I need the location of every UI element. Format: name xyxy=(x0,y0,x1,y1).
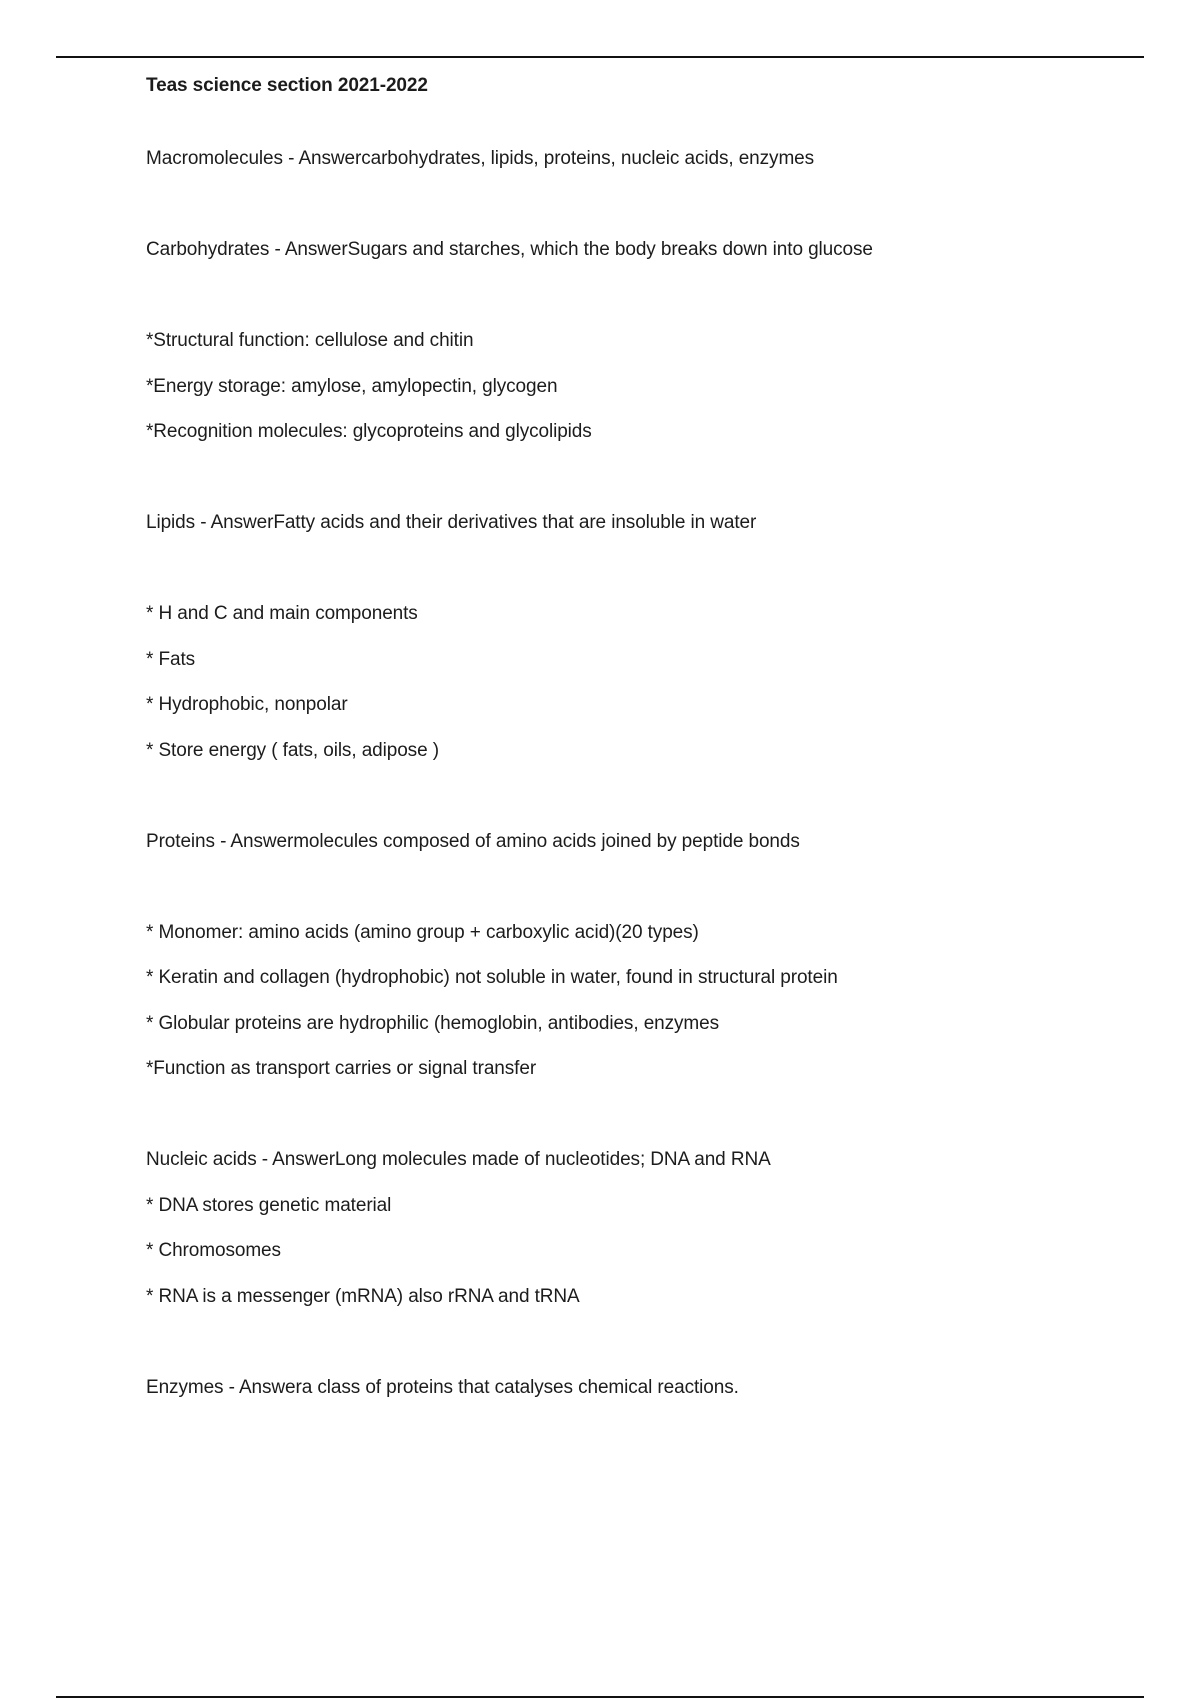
entry-enzymes: Enzymes - Answera class of proteins that catalyses chemical reactions. xyxy=(146,1377,739,1398)
entry-lipids: Lipids - AnswerFatty acids and their derivatives that are insoluble in water xyxy=(146,512,757,533)
lipids-bullet: * Fats xyxy=(146,649,196,670)
entry-nucleic-acids: Nucleic acids - AnswerLong molecules made of nucleotides; DNA and RNA xyxy=(146,1149,771,1170)
lipids-bullet: * Store energy ( fats, oils, adipose ) xyxy=(146,740,439,761)
bottom-rule xyxy=(56,1696,1144,1698)
entry-proteins: Proteins - Answermolecules composed of amino acids joined by peptide bonds xyxy=(146,831,800,852)
proteins-bullet: * Keratin and collagen (hydrophobic) not soluble in water, found in structural protein xyxy=(146,967,838,988)
carbohydrates-bullet: *Recognition molecules: glycoproteins and glycolipids xyxy=(146,421,592,442)
proteins-bullet: * Globular proteins are hydrophilic (hemoglobin, antibodies, enzymes xyxy=(146,1013,720,1034)
carbohydrates-bullet: *Energy storage: amylose, amylopectin, glycogen xyxy=(146,376,558,397)
entry-macromolecules: Macromolecules - Answercarbohydrates, lipids, proteins, nucleic acids, enzymes xyxy=(146,148,815,169)
document-title: Teas science section 2021-2022 xyxy=(146,75,428,96)
lipids-bullet: * Hydrophobic, nonpolar xyxy=(146,694,348,715)
nucleic-acids-bullet: * RNA is a messenger (mRNA) also rRNA and tRNA xyxy=(146,1286,580,1307)
nucleic-acids-bullet: * Chromosomes xyxy=(146,1240,281,1261)
carbohydrates-bullet: *Structural function: cellulose and chitin xyxy=(146,330,474,351)
top-rule xyxy=(56,56,1144,58)
entry-carbohydrates: Carbohydrates - AnswerSugars and starches, which the body breaks down into glucose xyxy=(146,239,873,260)
lipids-bullet: * H and C and main components xyxy=(146,603,418,624)
nucleic-acids-bullet: * DNA stores genetic material xyxy=(146,1195,392,1216)
proteins-bullet: * Monomer: amino acids (amino group + carboxylic acid)(20 types) xyxy=(146,922,699,943)
proteins-bullet: *Function as transport carries or signal transfer xyxy=(146,1058,537,1079)
